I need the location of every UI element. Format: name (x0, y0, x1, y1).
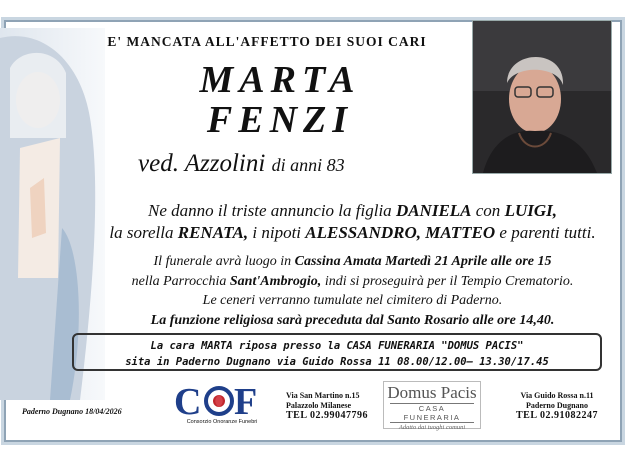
widow-prefix: ved. Azzolini (138, 150, 266, 177)
daughter-name: DANIELA (395, 201, 472, 220)
cof-logo-icon (172, 380, 272, 420)
address-right-tel: TEL 02.91082247 (516, 410, 598, 421)
domus-pacis-name: Domus Pacis (387, 383, 477, 402)
address-right (498, 391, 616, 421)
first-name: MARTA (199, 59, 361, 101)
resting-place-box (72, 333, 602, 371)
grandchildren-names: ALESSANDRO, MATTEO (305, 223, 496, 242)
address-left-tel: TEL 02.99047796 (286, 410, 368, 421)
text-span: Il funerale avrà luogo in (153, 254, 295, 269)
rosary-text: La funzione religiosa sarà preceduta dal Santo Rosario alle ore 14,40. (150, 312, 555, 328)
text-span: la sorella (109, 223, 178, 242)
funeral-line-4 (95, 311, 610, 331)
cof-logo (172, 380, 272, 428)
svg-text:C: C (174, 381, 202, 420)
address-right-city: Paderno Dugnano (525, 401, 588, 410)
sister-name: RENATA, (177, 223, 249, 242)
parish-name: Sant'Ambrogio, (229, 273, 322, 289)
box-line-1: La cara MARTA riposa presso la CASA FUNERARIA "DOMUS PACIS" (150, 340, 524, 352)
funeral-paragraph (95, 252, 610, 330)
domus-pacis-tagline: Adatto dai tuoghi comuni (398, 424, 466, 431)
address-left (286, 391, 368, 421)
funeral-line-2 (95, 272, 610, 292)
widow-name (138, 150, 345, 178)
funeral-line-3: Le ceneri verranno tumulate nel cimitero di Paderno. (202, 293, 503, 308)
announcement-line-2 (95, 222, 610, 244)
text-span: con (471, 201, 505, 220)
funeral-line-1 (95, 252, 610, 272)
cof-subtitle: Consorzio Onoranze Funebri (186, 419, 258, 425)
announcement-paragraph (95, 200, 610, 244)
text-span: i nipoti (248, 223, 306, 242)
text-span: nella Parrocchia (131, 273, 230, 289)
domus-pacis-logo (383, 381, 481, 429)
funeral-place-time: Cassina Amata Martedì 21 Aprile alle ore 15 (294, 254, 552, 269)
age-text: di anni 83 (271, 155, 345, 175)
announcement-line-1 (95, 200, 610, 222)
box-line-2: sita in Paderno Dugnano via Guido Rossa 11 08.00/12.00– 13.30/17.45 (125, 356, 549, 368)
last-name: FENZI (206, 99, 354, 141)
header-text: E' MANCATA ALL'AFFETTO DEI SUOI CARI (107, 34, 427, 49)
svg-text:F: F (234, 381, 258, 420)
text-span: e parenti tutti. (495, 223, 596, 242)
text-span: Ne danno il triste annuncio la figlia (148, 201, 396, 220)
date-text: Paderno Dugnano 18/04/2026 (22, 407, 122, 416)
address-right-street: Via Guido Rossa n.11 (520, 391, 594, 400)
text-span: indi si proseguirà per il Tempio Crematorio. (321, 273, 574, 289)
address-left-city: Palazzolo Milanese (286, 401, 352, 410)
portrait-photo (472, 20, 612, 174)
address-left-street: Via San Martino n.15 (286, 391, 360, 400)
son-in-law-name: LUIGI, (504, 201, 557, 220)
domus-pacis-subtitle: CASA FUNERARIA (390, 403, 474, 423)
